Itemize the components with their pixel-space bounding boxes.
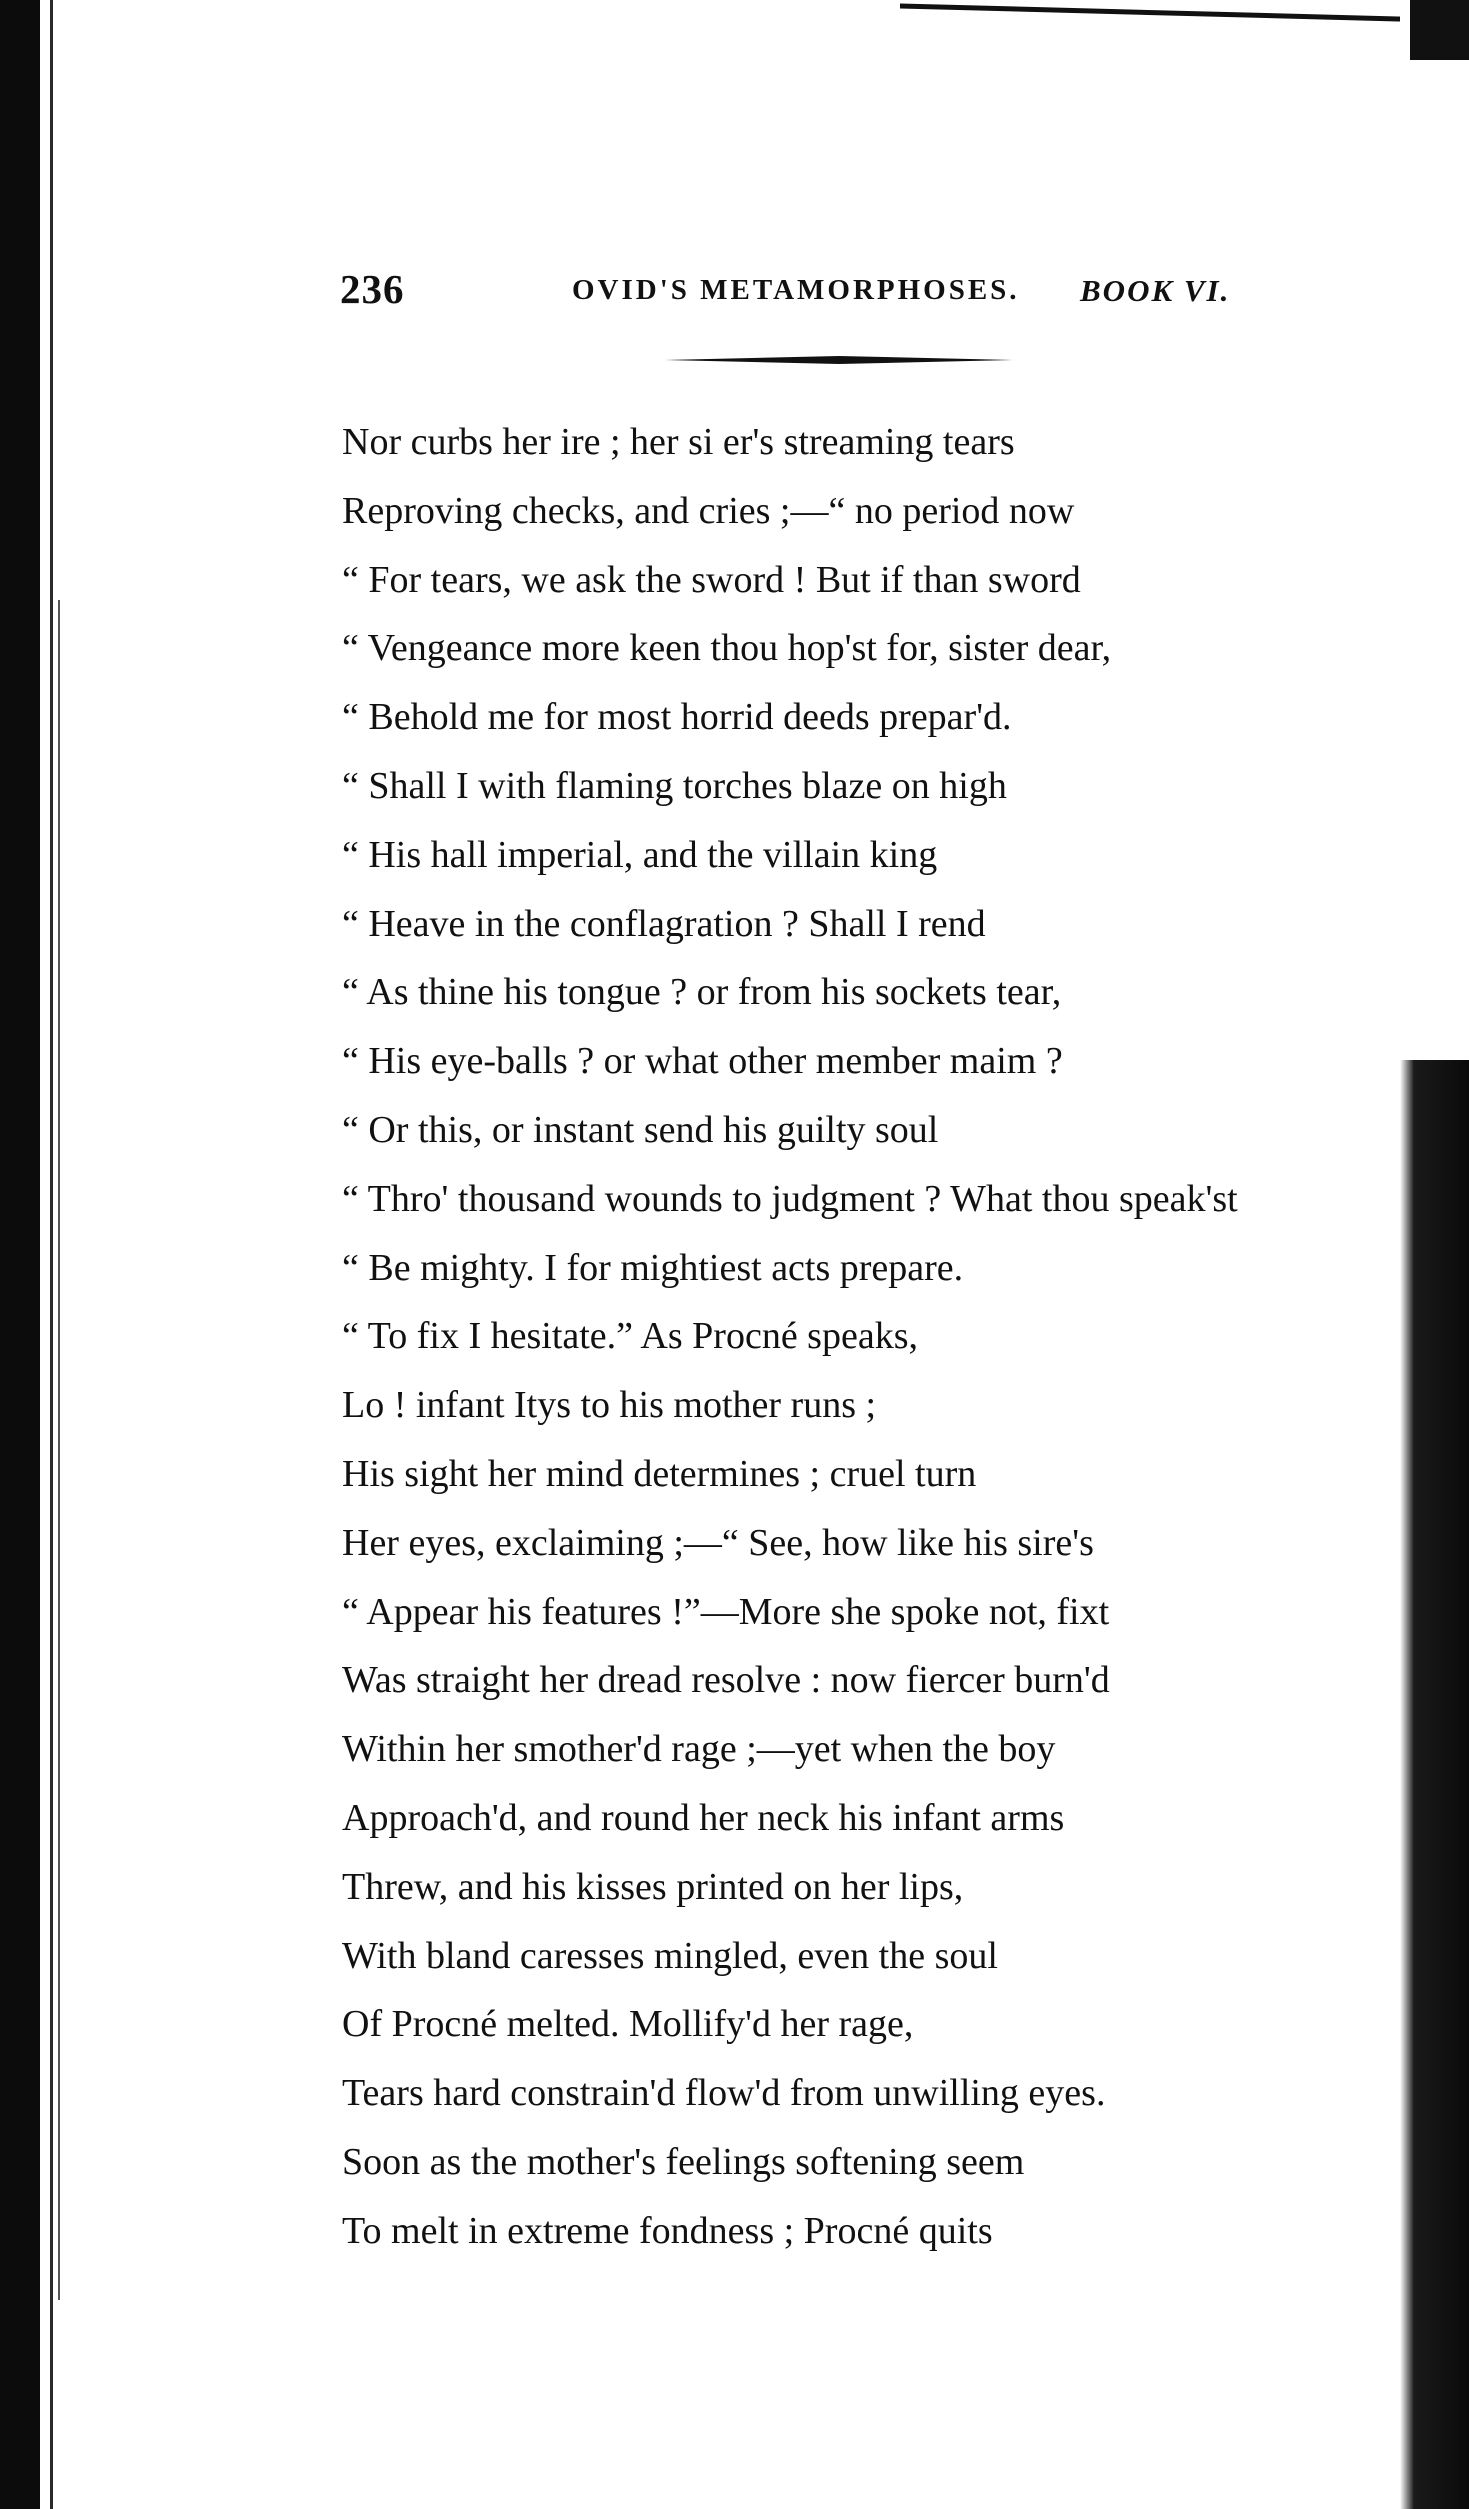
poem-line: “ Behold me for most horrid deeds prepar'd. — [342, 696, 1012, 739]
next-page-edge-shadow — [1400, 1060, 1469, 2509]
poem-text — [342, 408, 1392, 2266]
ornament-rule-shape — [665, 356, 1013, 364]
poem-line: Was straight her dread resolve : now fiercer burn'd — [342, 1659, 1110, 1702]
page-number: 236 — [340, 266, 405, 312]
poem-line: Reproving checks, and cries ;—“ no period now — [342, 489, 1075, 532]
poem-line: His sight her mind determines ; cruel turn — [342, 1452, 977, 1495]
scan-top-edge — [900, 3, 1400, 21]
scan-corner-shadow — [1410, 0, 1469, 60]
poem-line: “ Shall I with flaming torches blaze on high — [342, 764, 1007, 807]
binding-edge-line-secondary — [58, 600, 60, 2300]
poem-line: “ As thine his tongue ? or from his sockets tear, — [342, 971, 1062, 1014]
poem-line: “ To fix I hesitate.” As Procné speaks, — [342, 1315, 918, 1358]
poem-line: “ Heave in the conflagration ? Shall I rend — [342, 902, 986, 945]
poem-line: Nor curbs her ire ; her si er's streaming tears — [342, 421, 1015, 463]
running-header — [340, 265, 1355, 325]
poem-line: Of Procné melted. Mollify'd her rage, — [342, 2003, 914, 2046]
poem-line: “ Or this, or instant send his guilty soul — [342, 1108, 939, 1151]
poem-line: Lo ! infant Itys to his mother runs ; — [342, 1384, 877, 1427]
running-title: OVID'S METAMORPHOSES. — [572, 274, 1020, 306]
poem-line: With bland caresses mingled, even the soul — [342, 1934, 998, 1977]
poem-line: Approach'd, and round her neck his infant arms — [342, 1796, 1065, 1839]
poem-line: “ Be mighty. I for mightiest acts prepare. — [342, 1246, 964, 1289]
poem-line: Her eyes, exclaiming ;—“ See, how like his sire's — [342, 1521, 1094, 1564]
poem-line: “ Appear his features !”—More she spoke not, fixt — [342, 1590, 1110, 1633]
poem-line: Threw, and his kisses printed on her lips, — [342, 1865, 964, 1908]
header-ornament-rule — [665, 356, 1013, 364]
poem-line: “ His eye-balls ? or what other member maim ? — [342, 1040, 1063, 1083]
binding-shadow-left — [0, 0, 40, 2509]
book-label: BOOK VI. — [1080, 273, 1231, 308]
poem-line: “ For tears, we ask the sword ! But if than sword — [342, 558, 1081, 601]
poem-line: To melt in extreme fondness ; Procné quits — [342, 2209, 993, 2252]
binding-edge-line — [50, 0, 53, 2509]
poem-line: Within her smother'd rage ;—yet when the boy — [342, 1728, 1056, 1771]
poem-line: Tears hard constrain'd flow'd from unwilling eyes. — [342, 2072, 1106, 2115]
poem-line: “ Vengeance more keen thou hop'st for, sister dear, — [342, 627, 1112, 670]
poem-line: “ Thro' thousand wounds to judgment ? What thou speak'st — [342, 1177, 1238, 1220]
poem-line: “ His hall imperial, and the villain king — [342, 833, 938, 876]
poem-line: Soon as the mother's feelings softening seem — [342, 2140, 1025, 2183]
